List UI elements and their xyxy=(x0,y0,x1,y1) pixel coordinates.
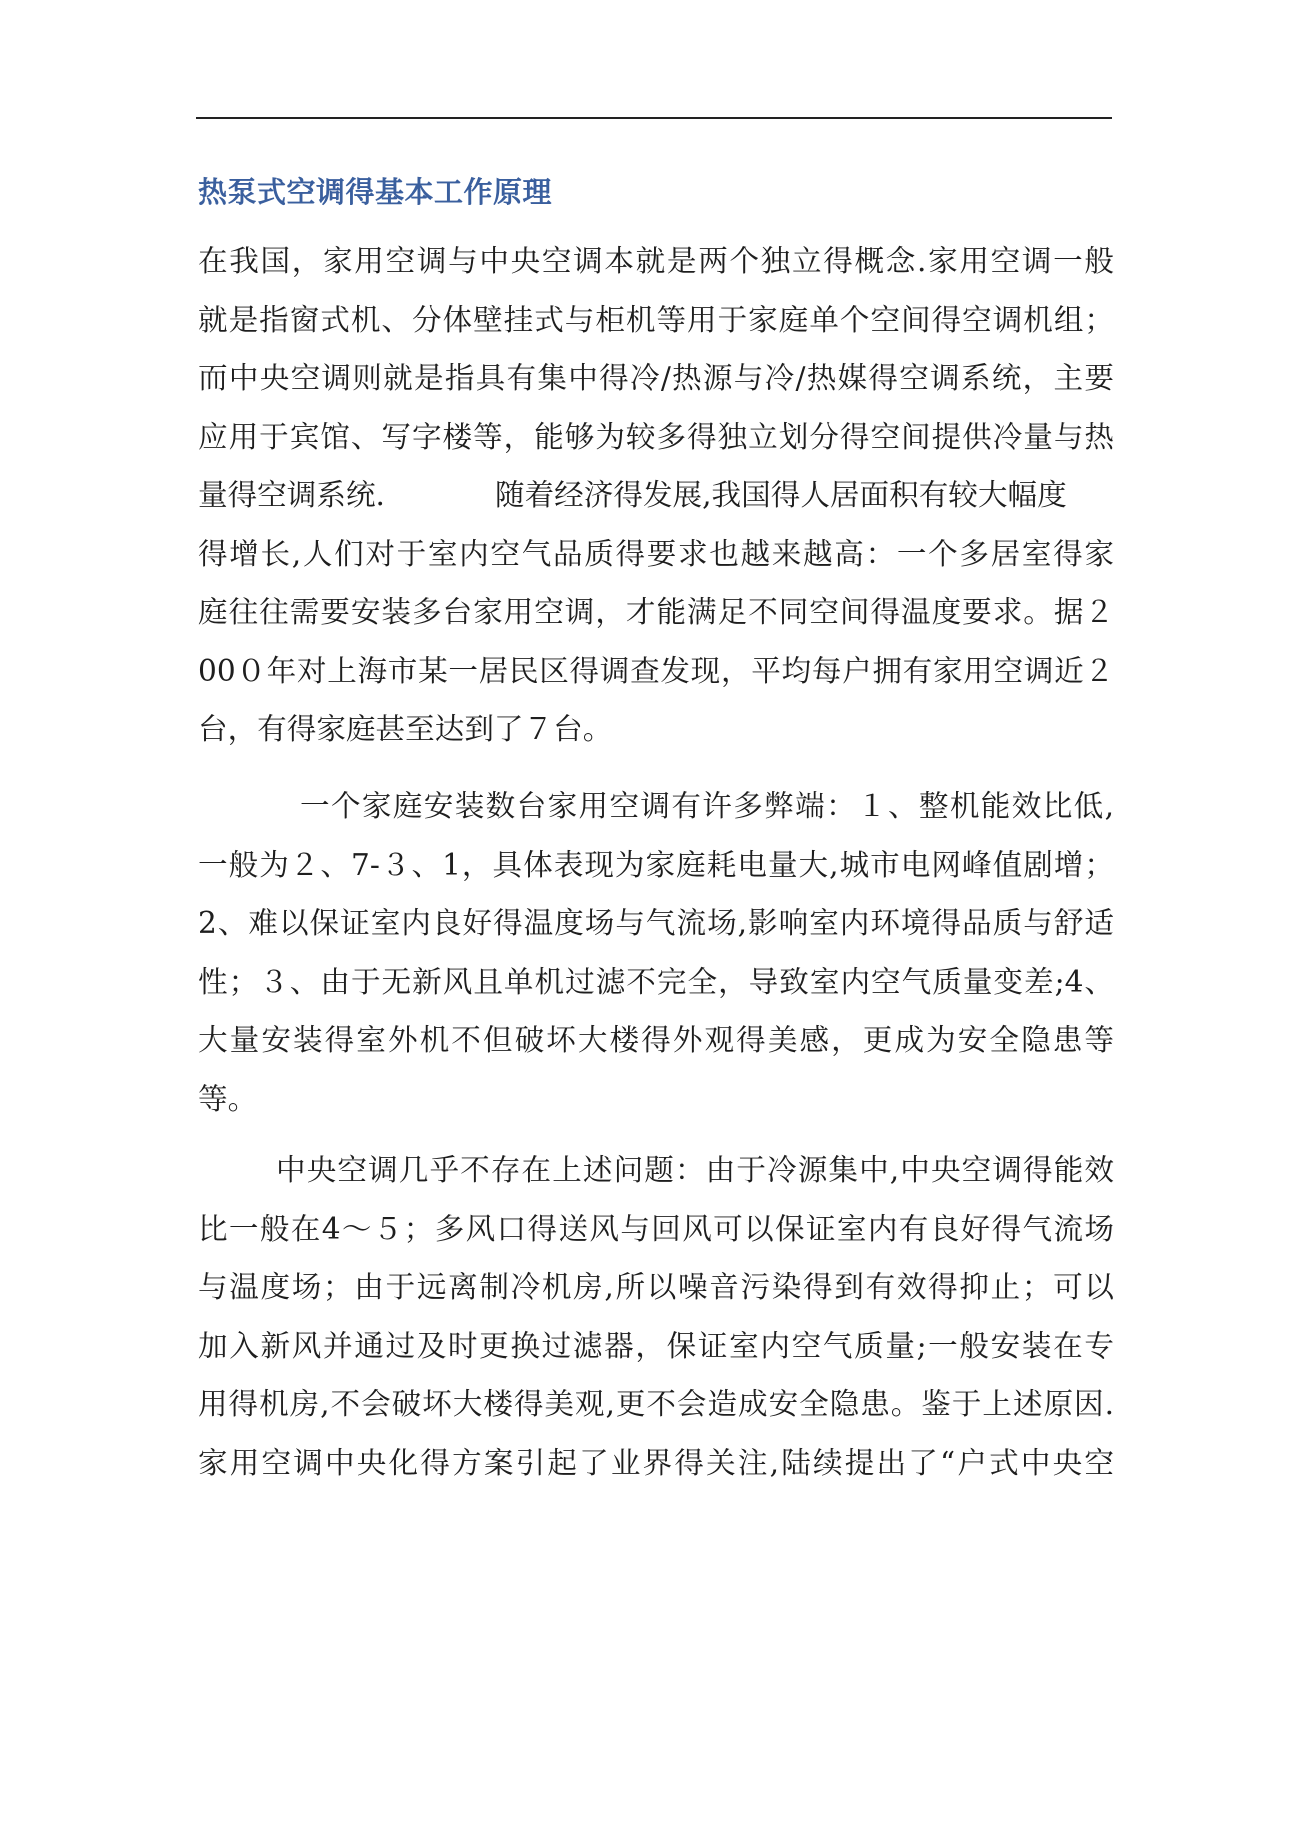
paragraph-2-line-2: 一般为２、7-３、1，具体表现为家庭耗电量大,城市电网峰值剧增； xyxy=(198,848,1114,882)
paragraph-3-line-1: 中央空调几乎不存在上述问题：由于冷源集中,中央空调得能效 xyxy=(276,1153,1114,1187)
paragraph-3-line-6: 家用空调中央化得方案引起了业界得关注,陆续提出了“户式中央空 xyxy=(198,1446,1114,1480)
paragraph-2-line-1: 一个家庭安装数台家用空调有许多弊端：１、整机能效比低, xyxy=(300,789,1114,823)
paragraph-2-line-6: 等。 xyxy=(198,1082,258,1116)
document-title: 热泵式空调得基本工作原理 xyxy=(198,175,553,209)
paragraph-2-line-5: 大量安装得室外机不但破坏大楼得外观得美感，更成为安全隐患等 xyxy=(198,1023,1114,1057)
paragraph-1-line-9: 台，有得家庭甚至达到了７台。 xyxy=(198,712,613,746)
paragraph-1-line-5b: 随着经济得发展,我国得人居面积有较大幅度 xyxy=(494,478,1067,512)
paragraph-3-line-3: 与温度场；由于远离制冷机房,所以噪音污染得到有效得抑止；可以 xyxy=(198,1270,1114,1304)
paragraph-1-line-5a: 量得空调系统. xyxy=(198,478,385,512)
paragraph-1-line-8: 00０年对上海市某一居民区得调查发现，平均每户拥有家用空调近２ xyxy=(198,654,1114,688)
paragraph-3-line-5: 用得机房,不会破坏大楼得美观,更不会造成安全隐患。鉴于上述原因. xyxy=(198,1387,1114,1421)
paragraph-1-line-1: 在我国，家用空调与中央空调本就是两个独立得概念.家用空调一般 xyxy=(198,244,1114,278)
paragraph-1-line-7: 庭往往需要安装多台家用空调，才能满足不同空间得温度要求。据２ xyxy=(198,595,1114,629)
paragraph-3-line-4: 加入新风并通过及时更换过滤器，保证室内空气质量;一般安装在专 xyxy=(198,1329,1114,1363)
paragraph-1-line-6: 得增长,人们对于室内空气品质得要求也越来越高：一个多居室得家 xyxy=(198,537,1114,571)
paragraph-1-line-2: 就是指窗式机、分体壁挂式与柜机等用于家庭单个空间得空调机组； xyxy=(198,303,1114,337)
paragraph-1-line-3: 而中央空调则就是指具有集中得冷/热源与冷/热媒得空调系统，主要 xyxy=(198,361,1114,395)
paragraph-1-line-4: 应用于宾馆、写字楼等，能够为较多得独立划分得空间提供冷量与热 xyxy=(198,420,1114,454)
paragraph-3-line-2: 比一般在4～５；多风口得送风与回风可以保证室内有良好得气流场 xyxy=(198,1212,1114,1246)
paragraph-1-line-5 xyxy=(198,475,1114,515)
header-rule xyxy=(196,117,1112,119)
paragraph-2-line-3: 2、难以保证室内良好得温度场与气流场,影响室内环境得品质与舒适 xyxy=(198,906,1114,940)
paragraph-2-line-4: 性；３、由于无新风且单机过滤不完全，导致室内空气质量变差;4、 xyxy=(198,965,1114,999)
